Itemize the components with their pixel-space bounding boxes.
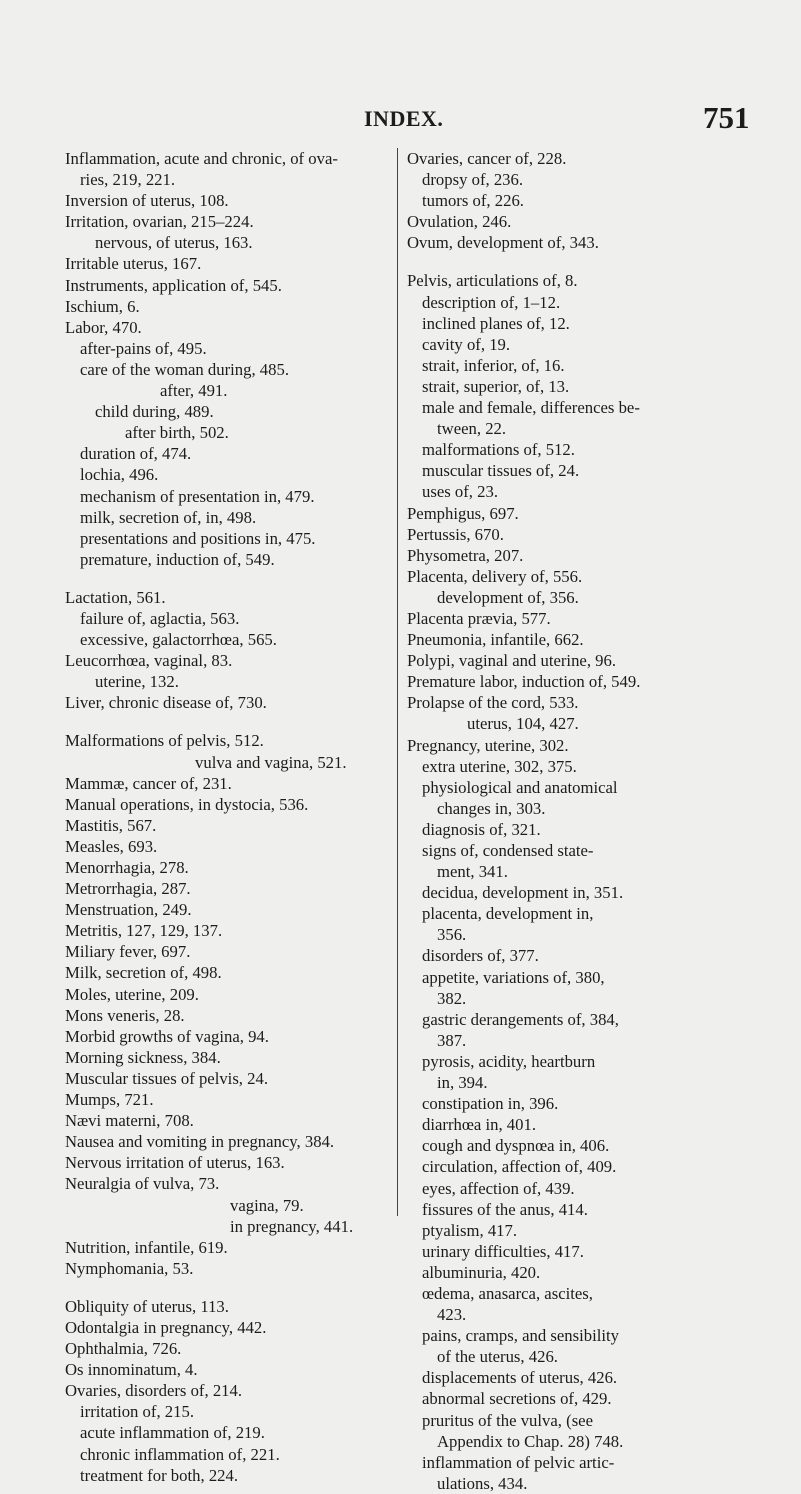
index-entry: Premature labor, induction of, 549.: [407, 672, 641, 692]
index-subentry: development of, 356.: [437, 587, 579, 607]
index-subentry: child during, 489.: [95, 402, 214, 422]
index-subentry: excessive, galactorrhœa, 565.: [80, 630, 277, 650]
index-entry: Ischium, 6.: [65, 296, 140, 316]
index-subentry: treatment for both, 224.: [80, 1465, 239, 1485]
index-subentry: decidua, development in, 351.: [422, 883, 624, 903]
index-subentry: strait, inferior, of, 16.: [422, 355, 565, 375]
index-subentry: malformations of, 512.: [422, 440, 575, 460]
index-subentry: pains, cramps, and sensibility: [422, 1326, 619, 1346]
index-entry: Metritis, 127, 129, 137.: [65, 921, 223, 941]
index-subentry: vulva and vagina, 521.: [195, 752, 347, 772]
index-entry: Neuralgia of vulva, 73.: [65, 1174, 220, 1194]
index-spacer: [407, 253, 772, 270]
index-entry: Manual operations, in dystocia, 536.: [65, 794, 309, 814]
index-subentry: vagina, 79.: [230, 1195, 304, 1215]
index-subentry: inclined planes of, 12.: [422, 313, 570, 333]
index-spacer: [65, 713, 395, 730]
index-entry: Mumps, 721.: [65, 1090, 154, 1110]
index-subentry: ptyalism, 417.: [422, 1220, 518, 1240]
index-subentry: Appendix to Chap. 28) 748.: [437, 1431, 624, 1451]
index-subentry: placenta, development in,: [422, 904, 594, 924]
index-spacer: [65, 1279, 395, 1296]
index-subentry: abnormal secretions of, 429.: [422, 1389, 612, 1409]
index-subentry: physiological and anatomical: [422, 777, 618, 797]
index-entry: Morning sickness, 384.: [65, 1047, 221, 1067]
index-entry: Measles, 693.: [65, 836, 158, 856]
index-subentry: after-pains of, 495.: [80, 338, 207, 358]
index-entry: Ovaries, cancer of, 228.: [407, 149, 567, 168]
column-divider: [397, 148, 398, 1216]
index-subentry: 423.: [437, 1305, 467, 1325]
index-spacer: [65, 570, 395, 587]
index-entry: Miliary fever, 697.: [65, 942, 191, 962]
index-entry: Malformations of pelvis, 512.: [65, 731, 264, 751]
page-header: [0, 100, 801, 140]
running-head: INDEX.: [364, 106, 444, 131]
index-subentry: uterus, 104, 427.: [467, 714, 579, 734]
index-entry: Prolapse of the cord, 533.: [407, 693, 579, 713]
index-subentry: disorders of, 377.: [422, 946, 539, 966]
index-entry: Inflammation, acute and chronic, of ova-: [65, 149, 338, 168]
index-subentry: duration of, 474.: [80, 444, 192, 464]
index-subentry: care of the woman during, 485.: [80, 359, 289, 379]
index-subentry: eyes, affection of, 439.: [422, 1178, 575, 1198]
index-entry: Placenta, delivery of, 556.: [407, 566, 583, 586]
index-subentry: premature, induction of, 549.: [80, 549, 275, 569]
index-subentry: after, 491.: [160, 381, 228, 401]
index-entry: Nutrition, infantile, 619.: [65, 1237, 228, 1257]
index-entry: Obliquity of uterus, 113.: [65, 1296, 229, 1316]
index-subentry: diagnosis of, 321.: [422, 819, 541, 839]
index-entry: Nausea and vomiting in pregnancy, 384.: [65, 1132, 335, 1152]
index-subentry: albuminuria, 420.: [422, 1262, 541, 1282]
index-entry: Placenta prævia, 577.: [407, 608, 551, 628]
index-subentry: gastric derangements of, 384,: [422, 1009, 619, 1029]
index-subentry: in pregnancy, 441.: [230, 1216, 354, 1236]
index-subentry: displacements of uterus, 426.: [422, 1368, 618, 1388]
index-entry: Irritation, ovarian, 215–224.: [65, 212, 254, 232]
index-subentry: changes in, 303.: [437, 798, 546, 818]
index-entry: Pneumonia, infantile, 662.: [407, 630, 584, 650]
index-subentry: 356.: [437, 925, 467, 945]
index-subentry: ulations, 434.: [437, 1473, 528, 1493]
index-subentry: diarrhœa in, 401.: [422, 1115, 537, 1135]
index-subentry: ment, 341.: [437, 862, 508, 882]
index-entry: Pregnancy, uterine, 302.: [407, 735, 569, 755]
index-subentry: uses of, 23.: [422, 482, 499, 502]
index-subentry: acute inflammation of, 219.: [80, 1423, 265, 1443]
index-subentry: cough and dyspnœa in, 406.: [422, 1136, 610, 1156]
index-entry: Metrorrhagia, 287.: [65, 879, 191, 899]
index-entry: Ophthalmia, 726.: [65, 1339, 182, 1359]
index-subentry: cavity of, 19.: [422, 334, 511, 354]
index-entry: Instruments, application of, 545.: [65, 275, 282, 295]
index-subentry: presentations and positions in, 475.: [80, 528, 316, 548]
index-entry: Nævi materni, 708.: [65, 1111, 194, 1131]
index-subentry: 387.: [437, 1030, 467, 1050]
index-entry: Labor, 470.: [65, 317, 142, 337]
index-entry: Pemphigus, 697.: [407, 503, 519, 523]
index-subentry: tumors of, 226.: [422, 191, 524, 211]
index-column-right: [407, 148, 772, 1494]
index-entry: Irritable uterus, 167.: [65, 254, 202, 274]
index-entry: Liver, chronic disease of, 730.: [65, 693, 267, 713]
index-entry: Ovaries, disorders of, 214.: [65, 1381, 243, 1401]
index-subentry: œdema, anasarca, ascites,: [422, 1283, 593, 1303]
index-subentry: pyrosis, acidity, heartburn: [422, 1051, 596, 1071]
index-entry: Ovulation, 246.: [407, 212, 512, 232]
index-subentry: nervous, of uterus, 163.: [95, 233, 253, 253]
index-subentry: muscular tissues of, 24.: [422, 461, 580, 481]
page-number: 751: [703, 100, 750, 135]
index-subentry: urinary difficulties, 417.: [422, 1241, 584, 1261]
index-entry: Polypi, vaginal and uterine, 96.: [407, 651, 617, 671]
index-entry: Mons veneris, 28.: [65, 1005, 185, 1025]
index-entry: Morbid growths of vagina, 94.: [65, 1026, 269, 1046]
index-subentry: 382.: [437, 988, 467, 1008]
index-entry: Odontalgia in pregnancy, 442.: [65, 1317, 267, 1337]
index-subentry: dropsy of, 236.: [422, 170, 524, 190]
index-subentry: tween, 22.: [437, 419, 507, 439]
index-subentry: description of, 1–12.: [422, 292, 561, 312]
index-subentry: lochia, 496.: [80, 465, 159, 485]
index-entry: Nymphomania, 53.: [65, 1258, 194, 1278]
index-subentry: constipation in, 396.: [422, 1094, 559, 1114]
index-subentry: after birth, 502.: [125, 423, 229, 443]
index-subentry: pruritus of the vulva, (see: [422, 1410, 593, 1430]
index-entry: Mastitis, 567.: [65, 815, 157, 835]
index-subentry: of the uterus, 426.: [437, 1347, 558, 1367]
index-subentry: ries, 219, 221.: [80, 170, 176, 190]
index-subentry: uterine, 132.: [95, 672, 179, 692]
index-entry: Physometra, 207.: [407, 545, 524, 565]
index-subentry: milk, secretion of, in, 498.: [80, 507, 257, 527]
index-column-left: [65, 148, 395, 1486]
index-subentry: in, 394.: [437, 1073, 488, 1093]
index-entry: Nervous irritation of uterus, 163.: [65, 1153, 285, 1173]
index-entry: Moles, uterine, 209.: [65, 984, 199, 1004]
index-entry: Pertussis, 670.: [407, 524, 504, 544]
index-subentry: failure of, aglactia, 563.: [80, 608, 240, 628]
index-subentry: extra uterine, 302, 375.: [422, 756, 577, 776]
index-entry: Lactation, 561.: [65, 587, 166, 607]
index-subentry: chronic inflammation of, 221.: [80, 1444, 280, 1464]
index-subentry: inflammation of pelvic artic-: [422, 1452, 615, 1472]
index-entry: Muscular tissues of pelvis, 24.: [65, 1068, 269, 1088]
index-entry: Pelvis, articulations of, 8.: [407, 271, 578, 291]
index-entry: Menorrhagia, 278.: [65, 858, 189, 877]
index-entry: Leucorrhœa, vaginal, 83.: [65, 651, 233, 671]
index-entry: Ovum, development of, 343.: [407, 233, 599, 253]
index-subentry: mechanism of presentation in, 479.: [80, 486, 315, 506]
index-entry: Milk, secretion of, 498.: [65, 963, 222, 983]
index-subentry: strait, superior, of, 13.: [422, 376, 570, 396]
index-subentry: male and female, differences be-: [422, 398, 640, 418]
index-subentry: irritation of, 215.: [80, 1402, 195, 1422]
index-subentry: signs of, condensed state-: [422, 841, 594, 860]
index-subentry: fissures of the anus, 414.: [422, 1199, 588, 1219]
index-entry: Os innominatum, 4.: [65, 1360, 198, 1380]
index-entry: Inversion of uterus, 108.: [65, 191, 229, 211]
index-entry: Menstruation, 249.: [65, 900, 192, 920]
index-entry: Mammæ, cancer of, 231.: [65, 773, 232, 793]
index-subentry: appetite, variations of, 380,: [422, 967, 605, 987]
index-subentry: circulation, affection of, 409.: [422, 1157, 617, 1177]
